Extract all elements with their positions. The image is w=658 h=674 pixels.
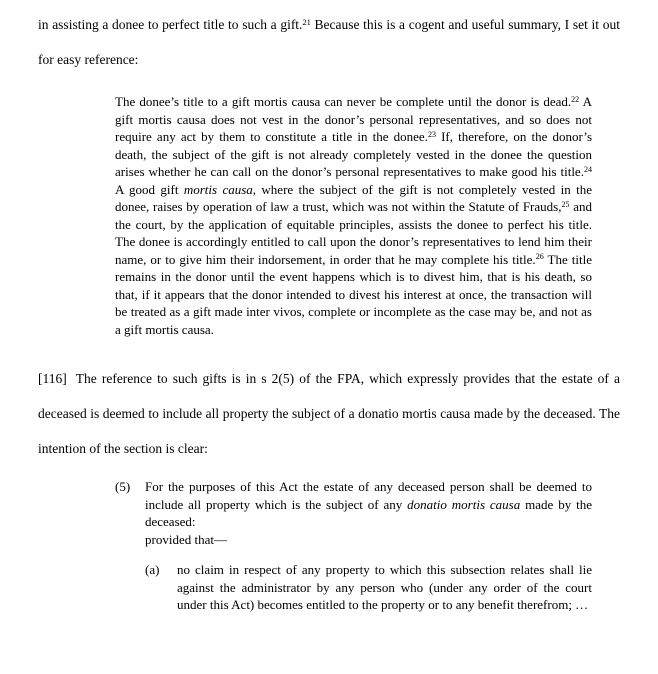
proviso-a: [145, 561, 592, 614]
text-run: A good gift: [115, 181, 184, 197]
footnote-marker: 24: [583, 164, 592, 174]
document-content: [38, 7, 620, 614]
intro-paragraph-text: [38, 7, 620, 77]
text-run: , where the subject of the gift is not completely vested in the donee, raises by operation of law a trust, which was not within the Statute of Frauds,: [115, 181, 592, 214]
proviso-a-label: (a): [145, 562, 160, 577]
paragraph-116: [38, 361, 620, 466]
quoted-summary-text: [115, 93, 592, 338]
text-run: in assisting a donee to perfect title to such a gift.: [38, 17, 303, 32]
footnote-marker: 23: [427, 129, 436, 139]
paragraph-number: [116]: [38, 371, 67, 386]
paragraph-116-text: [38, 361, 620, 466]
intro-paragraph: [38, 7, 620, 77]
text-run: and the court, by the application of equitable principles, assists the donee to perfect his title. The donee is accordingly entitled to call upon the donor’s representatives to lend him their name, or to give him their indorsement, in order that he may complete his title.: [115, 199, 592, 267]
text-run: The donee’s title to a gift mortis causa can never be complete until the donor is dead.: [115, 94, 572, 109]
proviso-lead-in: provided that—: [145, 531, 227, 547]
italic-text-run: donatio mortis causa: [407, 496, 521, 512]
subsection-5-label: (5): [115, 479, 131, 494]
subsection-5: [115, 478, 592, 548]
text-run: A gift mortis causa does not vest in the donor’s personal representatives, and so does not require any act by them to constitute a title in the donee.: [115, 94, 593, 144]
footnote-marker: 21: [302, 17, 311, 27]
footnote-marker: 26: [535, 252, 544, 262]
subsection-5-text: [145, 478, 592, 548]
italic-text-run: mortis causa: [183, 181, 253, 197]
text-run: no claim in respect of any property to which this subsection relates shall lie against the administrator by any person who (under any order of the court under this Act) becomes entitled to the property or to any benefit therefrom; …: [177, 562, 592, 612]
text-run: For the purposes of this Act the estate of any deceased person shall be deemed to include all property which is the subject of any: [145, 479, 592, 512]
quoted-summary: [115, 93, 592, 338]
text-run: The title remains in the donor until the event happens which is to divest him, that is his death, so that, if it appears that the donor intended to divest his interest at once, the transaction will be treated as a gift made inter vivos, complete or incomplete as the case may be, and not as a gift mortis causa.: [115, 251, 592, 337]
footnote-marker: 22: [571, 94, 580, 104]
text-run: If, therefore, on the donor’s death, the subject of the gift is not already completely vested in the donee the question arises whether he can call on the donor’s personal representatives to make good his title.: [115, 129, 592, 179]
text-run: made by the deceased:: [145, 496, 592, 529]
proviso-a-text: [177, 561, 592, 614]
text-run: The reference to such gifts is in s 2(5) of the FPA, which expressly provides that the estate of a deceased is deemed to include all property the subject of a donatio mortis causa made by the deceased. The intention of the section is clear:: [38, 371, 620, 456]
footnote-marker: 25: [561, 199, 570, 209]
text-run: Because this is a cogent and useful summary, I set it out for easy reference:: [38, 17, 620, 67]
